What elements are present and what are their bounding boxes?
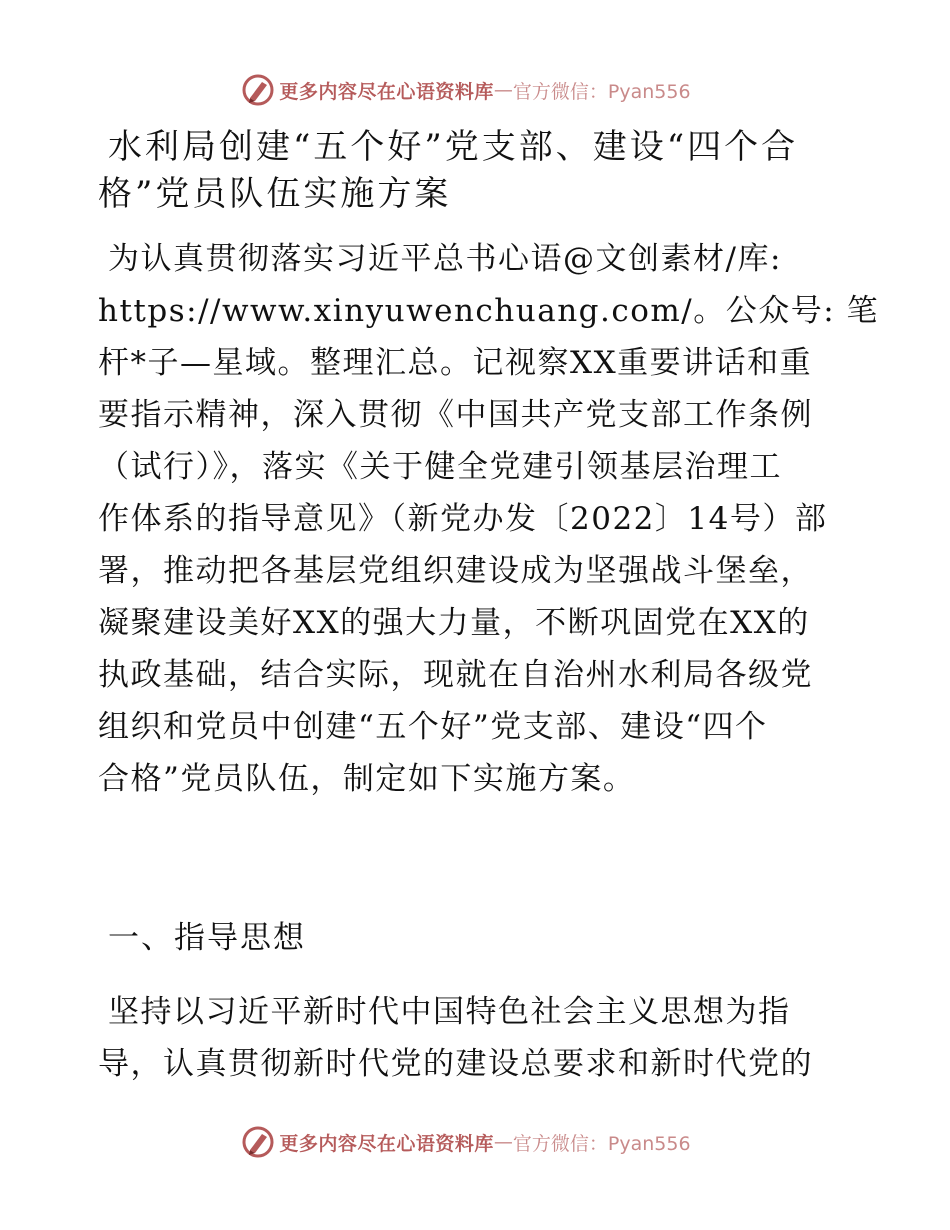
banner-wechat-text: 官方微信：Pyan556 (512, 1132, 691, 1155)
section-heading: 一、指导思想 (108, 920, 306, 956)
paragraph-line: 合格”党员队伍，制定如下实施方案。 (98, 761, 636, 797)
intro-paragraph (98, 233, 880, 805)
document-title (98, 124, 858, 218)
paragraph-line: 坚持以习近平新时代中国特色社会主义思想为指 (108, 994, 791, 1030)
paragraph-line: 杆*子—星域。整理汇总。记视察XX重要讲话和重 (98, 345, 813, 381)
paragraph-line: https://www.xinyuwenchuang.com/。公众号: 笔 (98, 293, 880, 329)
banner-main-text: 更多内容尽在心语资料库 (279, 1132, 494, 1155)
paragraph-line: 作体系的指导意见》（新党办发〔2022〕14号）部 (98, 501, 828, 537)
paragraph-line: 导，认真贯彻新时代党的建设总要求和新时代党的 (98, 1046, 813, 1082)
banner-wechat-text: 官方微信：Pyan556 (512, 80, 691, 103)
top-banner (0, 70, 950, 110)
paragraph-line: （试行）》，落实《关于健全党建引领基层治理工 (98, 449, 782, 485)
title-line: 水利局创建“五个好”党支部、建设“四个合 (108, 127, 799, 167)
pen-logo-icon (241, 1125, 275, 1159)
pen-logo-icon (241, 73, 275, 107)
section-paragraph (98, 986, 858, 1090)
paragraph-line: 组织和党员中创建“五个好”党支部、建设“四个 (98, 709, 768, 745)
title-line: 格”党员队伍实施方案 (98, 174, 452, 214)
bottom-banner (0, 1122, 950, 1162)
paragraph-line: 凝聚建设美好XX的强大力量，不断巩固党在XX的 (98, 605, 810, 641)
banner-dash: — (493, 79, 513, 101)
paragraph-line: 为认真贯彻落实习近平总书心语@文创素材/库: (108, 241, 782, 277)
banner-dash: — (493, 1131, 513, 1153)
banner-main-text: 更多内容尽在心语资料库 (279, 80, 494, 103)
paragraph-line: 署，推动把各基层党组织建设成为坚强战斗堡垒， (98, 553, 813, 589)
paragraph-line: 要指示精神，深入贯彻《中国共产党支部工作条例 (98, 397, 813, 433)
paragraph-line: 执政基础，结合实际，现就在自治州水利局各级党 (98, 657, 813, 693)
